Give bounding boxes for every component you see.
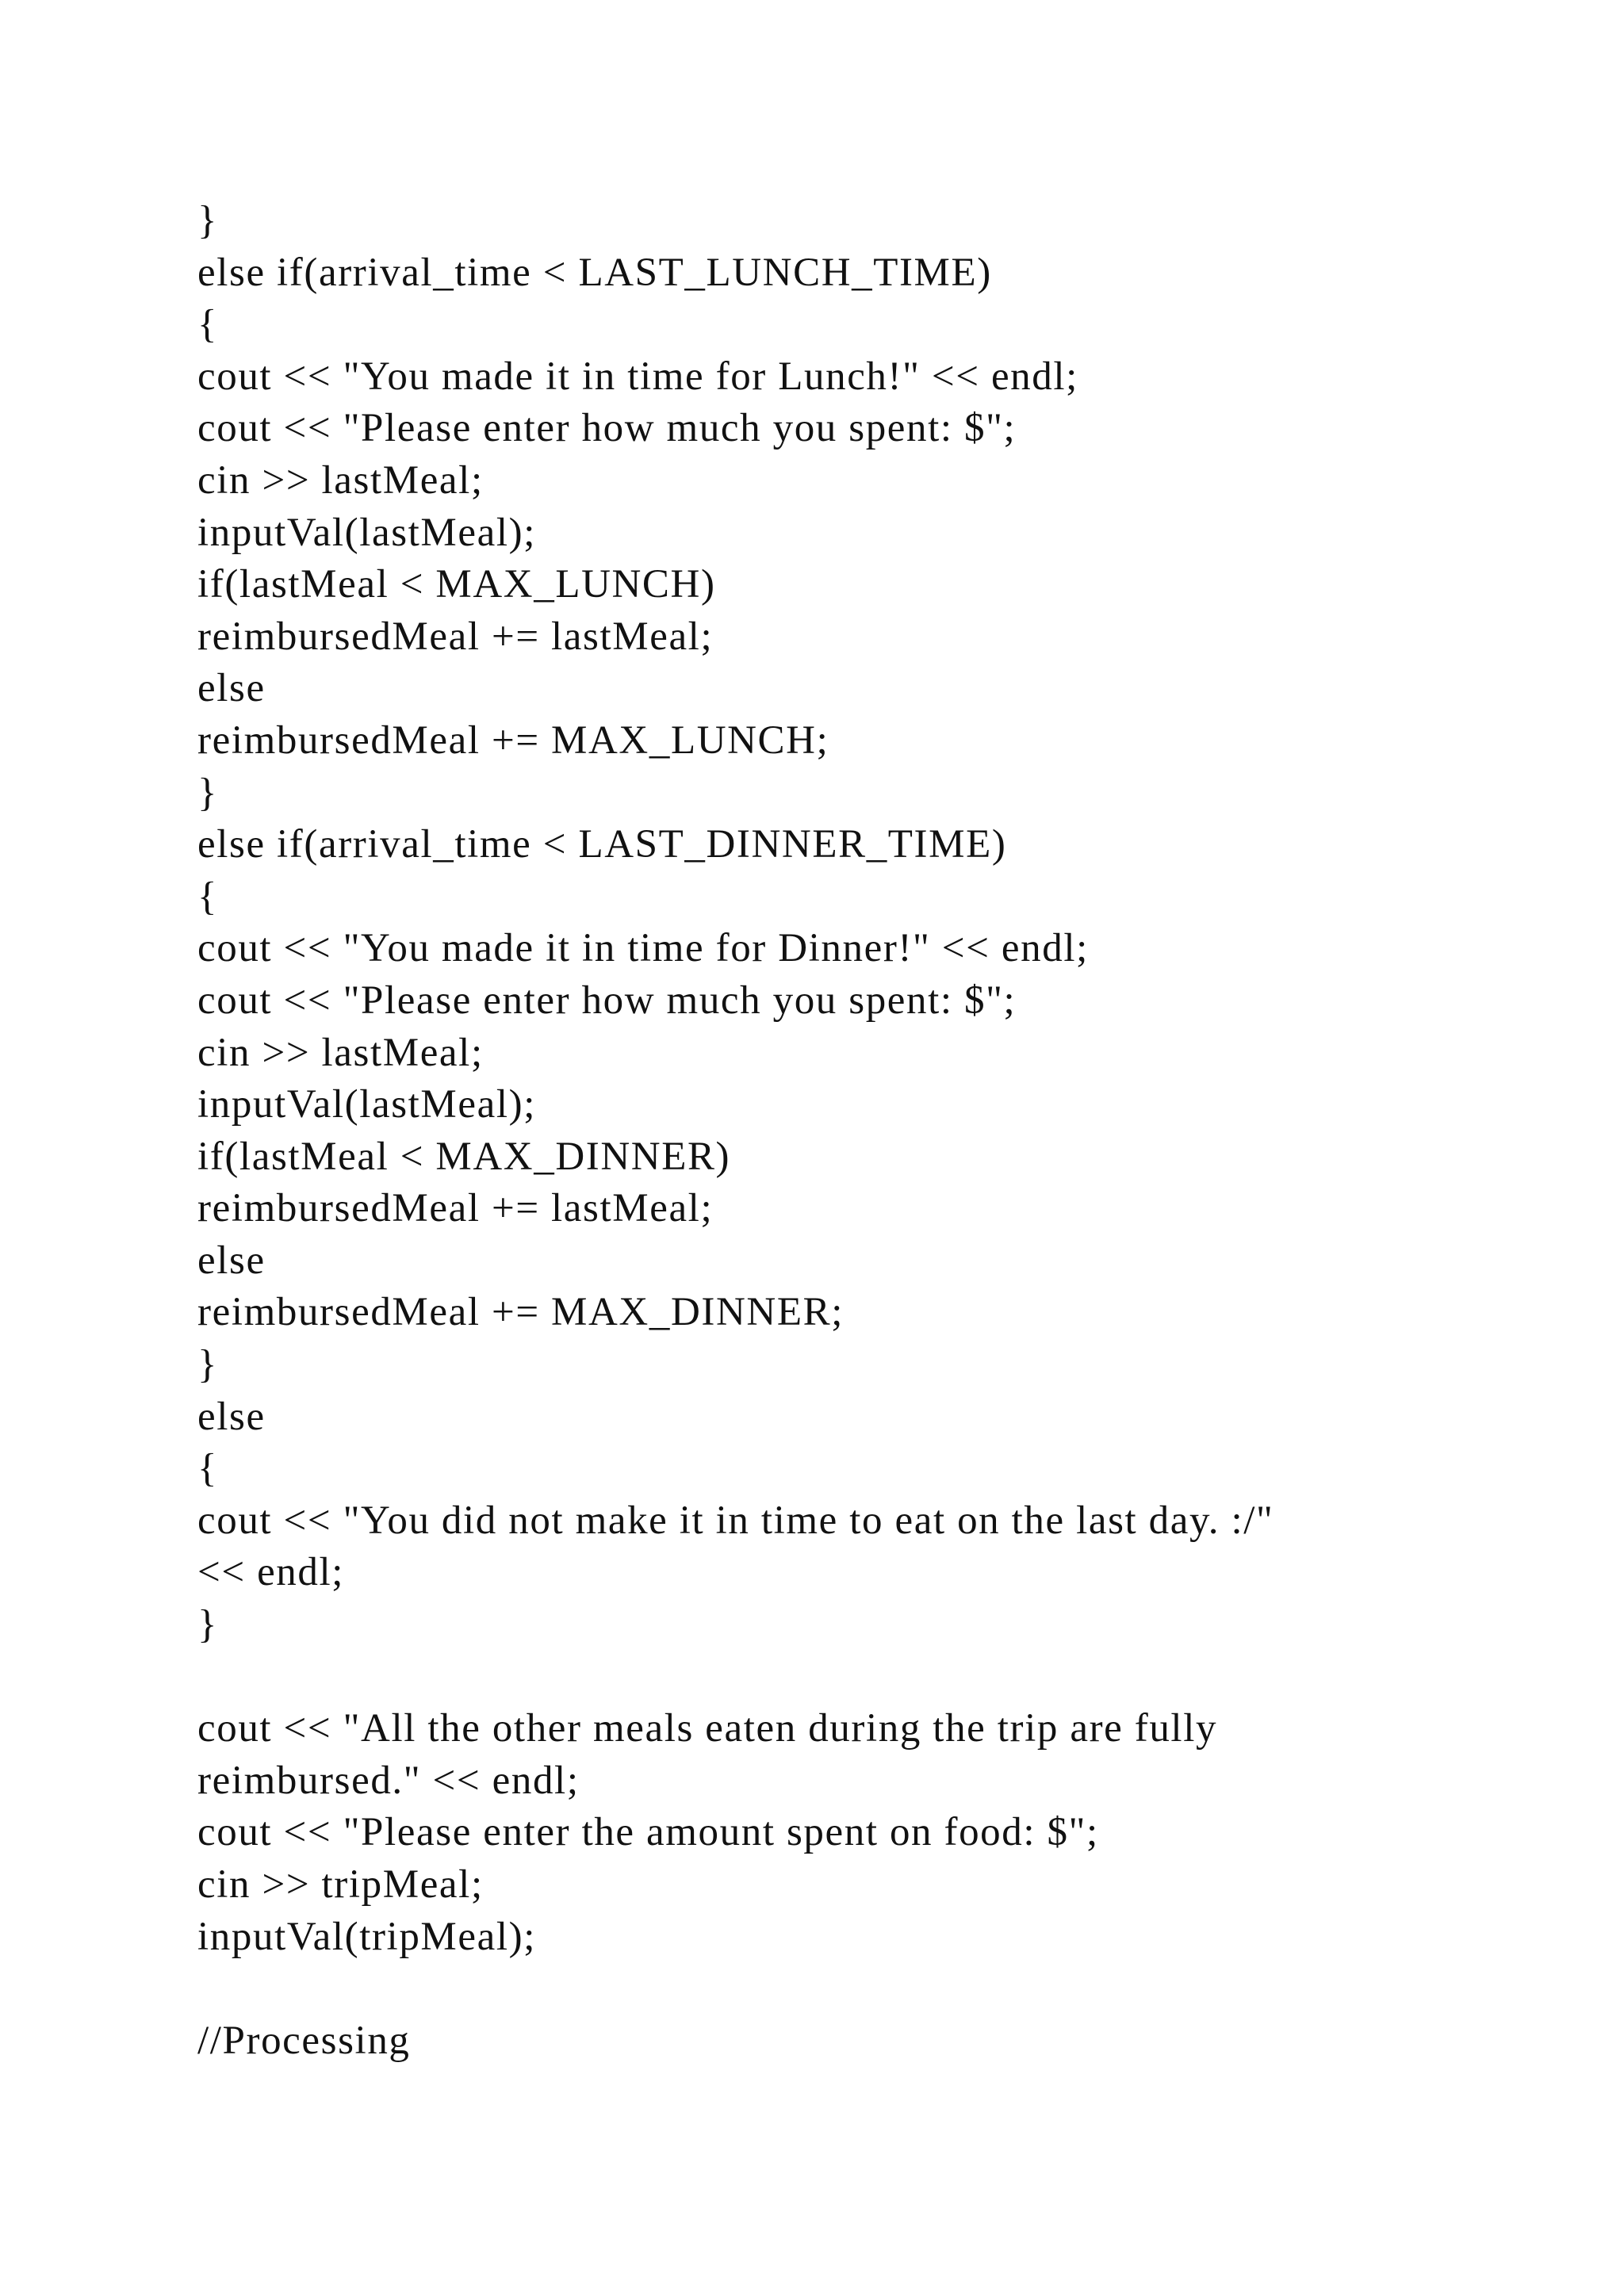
code-line-16: cout << "Please enter how much you spent: $"; xyxy=(197,978,1017,1023)
code-line-10: else xyxy=(197,666,266,711)
code-line-9: reimbursedMeal += lastMeal; xyxy=(197,614,714,659)
code-line-22: reimbursedMeal += MAX_DINNER; xyxy=(197,1290,844,1335)
code-line-25: { xyxy=(197,1446,219,1491)
code-line-27: << endl; xyxy=(197,1550,345,1595)
blank-line-1 xyxy=(197,1651,1434,1704)
code-line-33: inputVal(tripMeal); xyxy=(197,1914,536,1959)
code-line-31: cout << "Please enter the amount spent on food: $"; xyxy=(197,1810,1099,1855)
code-line-14: { xyxy=(197,874,219,919)
code-line-20: reimbursedMeal += lastMeal; xyxy=(197,1186,714,1231)
code-line-7: inputVal(lastMeal); xyxy=(197,510,536,555)
code-line-1: } xyxy=(197,198,219,243)
code-line-4: cout << "You made it in time for Lunch!" << endl; xyxy=(197,354,1078,399)
code-line-23: } xyxy=(197,1342,219,1387)
code-line-26: cout << "You did not make it in time to eat on the last day. :/" xyxy=(197,1498,1274,1543)
blank-line-2 xyxy=(197,1963,1434,2015)
code-line-28: } xyxy=(197,1602,219,1647)
code-line-17: cin >> lastMeal; xyxy=(197,1030,484,1075)
code-line-18: inputVal(lastMeal); xyxy=(197,1082,536,1127)
processing-comment: //Processing xyxy=(197,2018,411,2063)
code-line-3: { xyxy=(197,302,219,347)
code-listing xyxy=(197,195,1434,2067)
code-line-5: cout << "Please enter how much you spent: $"; xyxy=(197,406,1017,451)
code-line-21: else xyxy=(197,1238,266,1283)
code-line-6: cin >> lastMeal; xyxy=(197,457,484,503)
code-line-12: } xyxy=(197,770,219,815)
code-line-32: cin >> tripMeal; xyxy=(197,1862,484,1907)
code-line-13: else if(arrival_time < LAST_DINNER_TIME) xyxy=(197,822,1007,867)
code-line-30: reimbursed." << endl; xyxy=(197,1758,580,1803)
code-line-15: cout << "You made it in time for Dinner!" << endl; xyxy=(197,926,1089,971)
code-line-19: if(lastMeal < MAX_DINNER) xyxy=(197,1134,731,1179)
code-line-8: if(lastMeal < MAX_LUNCH) xyxy=(197,562,716,607)
code-line-29: cout << "All the other meals eaten during the trip are fully xyxy=(197,1706,1218,1751)
code-line-2: else if(arrival_time < LAST_LUNCH_TIME) xyxy=(197,250,992,295)
code-line-24: else xyxy=(197,1394,266,1439)
code-line-11: reimbursedMeal += MAX_LUNCH; xyxy=(197,718,829,763)
